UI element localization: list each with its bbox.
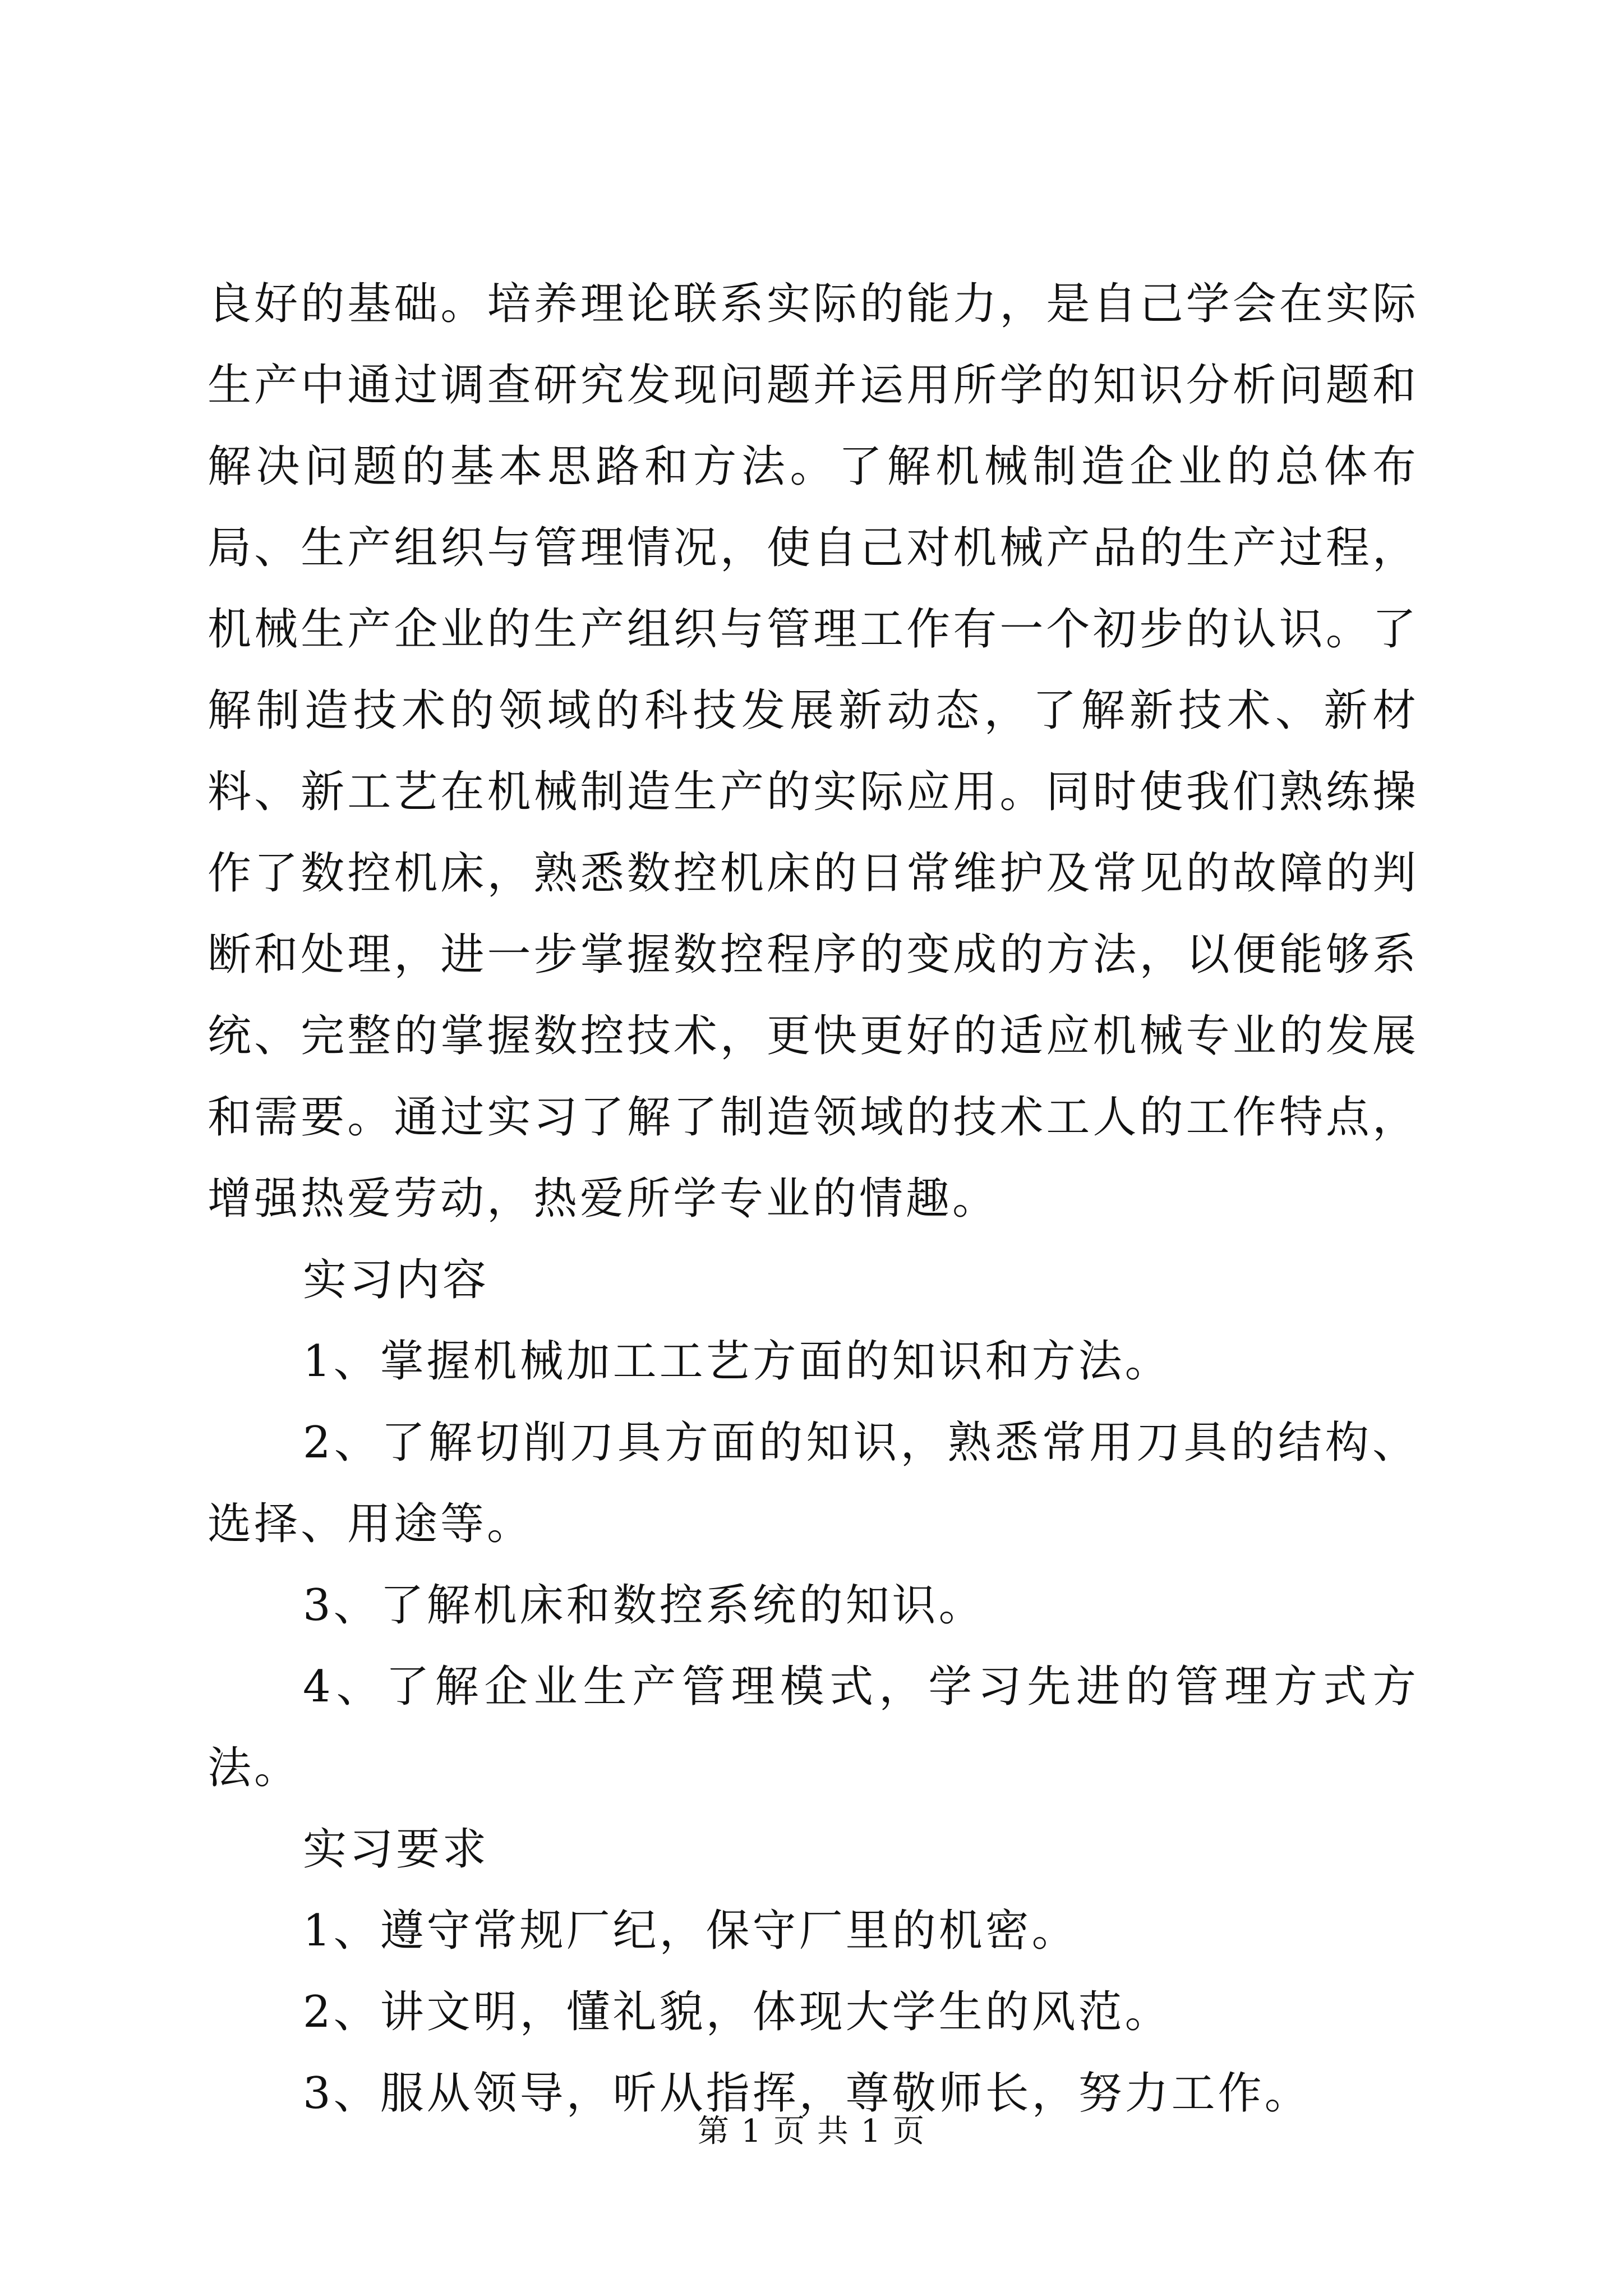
requirement-item-2: 2、讲文明，懂礼貌，体现大学生的风范。 [303, 1987, 1172, 2037]
requirement-item-1: 1、遵守常规厂纪，保守厂里的机密。 [303, 1906, 1078, 1956]
content-item-3: 3、了解机床和数控系统的知识。 [303, 1580, 985, 1631]
content-item-2: 2、了解切削刀具方面的知识，熟悉常用刀具的结构、选择、用途等。 [208, 1418, 1419, 1549]
page-footer: 第 1 页 共 1 页 [697, 2113, 926, 2150]
requirement-item-3: 3、服从领导，听从指挥，尊敬师长，努力工作。 [303, 2068, 1311, 2119]
intro-paragraph: 良好的基础。培养理论联系实际的能力，是自己学会在实际生产中通过调查研究发现问题并运用所学的知识分析问题和解决问题的基本思路和方法。了解机械制造企业的总体布局、生产组织与管理情况，使自己对机械产品的生产过程，机械生产企业的生产组织与管理工作有一个初步的认识。了解制造技术的领域的科技发展新动态，了解新技术、新材料、新工艺在机械制造生产的实际应用。同时使我们熟练操作了数控机床，熟悉数控机床的日常维护及常见的故障的判断和处理，进一步掌握数控程序的变成的方法，以便能够系统、完整的掌握数控技术，更快更好的适应机械专业的发展和需要。通过实习了解了制造领域的技术工人的工作特点，增强热爱劳动，热爱所学专业的情趣。 [208, 279, 1419, 1224]
document-body [208, 264, 1419, 2134]
content-item-1: 1、掌握机械加工工艺方面的知识和方法。 [303, 1336, 1172, 1387]
content-item-4: 4、了解企业生产管理模式，学习先进的管理方式方法。 [208, 1662, 1419, 1793]
section-heading-content: 实习内容 [303, 1255, 490, 1305]
section-heading-requirements: 实习要求 [303, 1824, 490, 1875]
